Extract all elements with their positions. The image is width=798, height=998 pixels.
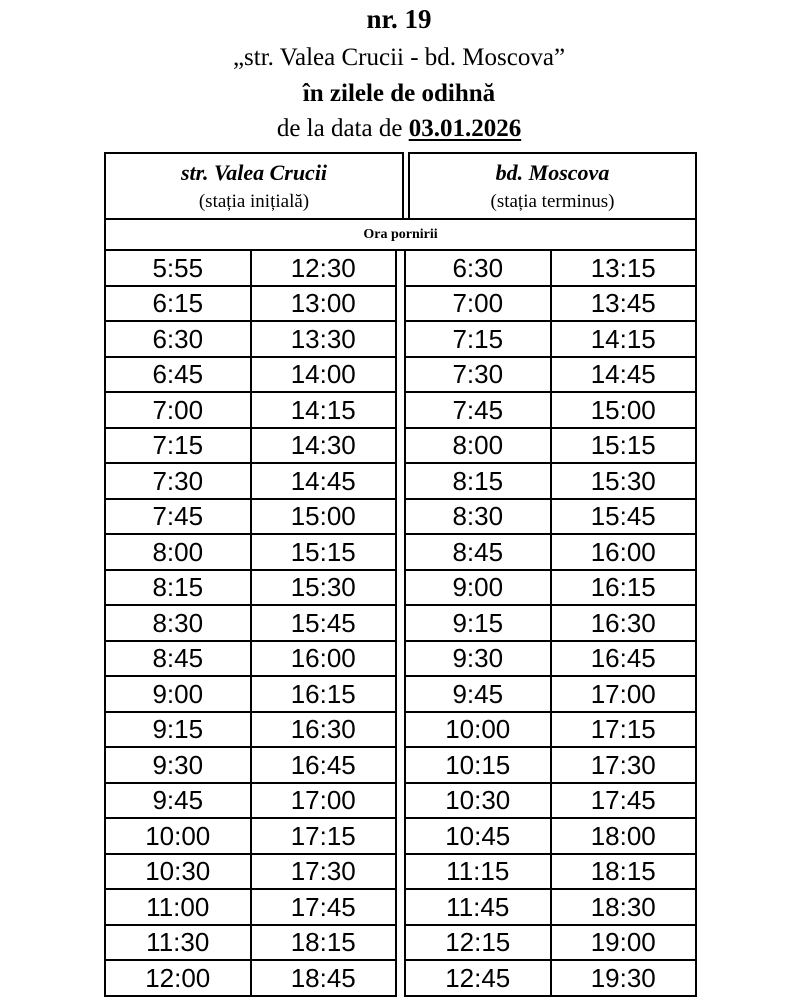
departure-row [405, 570, 696, 606]
departure-row [405, 747, 696, 783]
departure-row [105, 712, 396, 748]
departure-time: 18:45 [251, 960, 397, 996]
departure-row [105, 641, 396, 677]
schedule-days: în zilele de odihnă [302, 80, 496, 107]
departure-row [105, 321, 396, 357]
departures-table-left [104, 249, 397, 997]
departure-row [405, 534, 696, 570]
departure-time: 17:45 [251, 889, 397, 925]
departure-time-label-row [104, 218, 697, 251]
station-header-left [104, 152, 404, 220]
departure-time: 18:30 [551, 889, 697, 925]
departure-time: 8:15 [405, 463, 551, 499]
departure-row [105, 747, 396, 783]
departure-row [405, 818, 696, 854]
departure-time: 8:30 [405, 499, 551, 535]
station-header-right [408, 152, 697, 220]
departure-time: 17:00 [551, 676, 697, 712]
departure-row [405, 463, 696, 499]
departure-time: 15:15 [551, 428, 697, 464]
effective-date-prefix: de la data de [276, 115, 409, 142]
departure-time: 15:30 [551, 463, 697, 499]
departure-row [105, 286, 396, 322]
departure-time: 8:30 [105, 605, 251, 641]
departure-row [405, 676, 696, 712]
departure-time: 7:45 [105, 499, 251, 535]
departure-time: 5:55 [105, 250, 251, 286]
departure-time: 16:30 [251, 712, 397, 748]
departure-time: 12:00 [105, 960, 251, 996]
departure-time: 6:45 [105, 357, 251, 393]
departure-time: 10:30 [105, 854, 251, 890]
departure-time: 13:15 [551, 250, 697, 286]
departure-row [405, 960, 696, 996]
departure-time: 14:45 [551, 357, 697, 393]
departure-time: 17:15 [551, 712, 697, 748]
departure-time: 9:45 [405, 676, 551, 712]
departure-time: 16:15 [251, 676, 397, 712]
departure-time: 14:45 [251, 463, 397, 499]
departure-time: 14:00 [251, 357, 397, 393]
departure-time: 16:15 [551, 570, 697, 606]
departure-time: 11:15 [405, 854, 551, 890]
departure-time: 14:30 [251, 428, 397, 464]
departure-time: 19:30 [551, 960, 697, 996]
departure-time: 9:00 [105, 676, 251, 712]
departure-row [105, 818, 396, 854]
departure-row [405, 428, 696, 464]
departure-time: 16:45 [251, 747, 397, 783]
departure-time: 13:00 [251, 286, 397, 322]
departure-row [105, 499, 396, 535]
departure-time: 18:15 [551, 854, 697, 890]
departure-time: 15:45 [551, 499, 697, 535]
departure-row [405, 357, 696, 393]
departure-time: 7:15 [405, 321, 551, 357]
departure-time: 17:45 [551, 783, 697, 819]
departure-row [405, 889, 696, 925]
departure-time: 11:30 [105, 925, 251, 961]
departure-time: 16:30 [551, 605, 697, 641]
departure-time: 9:15 [105, 712, 251, 748]
departure-row [105, 570, 396, 606]
departure-time: 19:00 [551, 925, 697, 961]
departure-time: 9:00 [405, 570, 551, 606]
departure-row [105, 428, 396, 464]
departures-table-right [404, 249, 697, 997]
departure-row [105, 960, 396, 996]
departure-time: 18:00 [551, 818, 697, 854]
departure-row [105, 534, 396, 570]
departure-row [405, 783, 696, 819]
route-direction: „str. Valea Crucii - bd. Moscova” [232, 44, 566, 71]
departure-time: 8:00 [405, 428, 551, 464]
departure-time: 16:00 [551, 534, 697, 570]
departure-row [405, 854, 696, 890]
departure-time: 17:30 [251, 854, 397, 890]
departure-time: 7:30 [405, 357, 551, 393]
station-note-left: (stația inițială) [198, 191, 310, 212]
departure-time: 9:30 [105, 747, 251, 783]
departure-time: 11:00 [105, 889, 251, 925]
departure-time: 10:00 [105, 818, 251, 854]
departure-time: 12:30 [251, 250, 397, 286]
departure-row [105, 854, 396, 890]
departure-time: 13:30 [251, 321, 397, 357]
route-number: nr. 19 [366, 4, 432, 34]
departure-time: 8:00 [105, 534, 251, 570]
departure-row [105, 250, 396, 286]
departure-time: 17:00 [251, 783, 397, 819]
departure-time: 7:45 [405, 392, 551, 428]
departure-row [405, 499, 696, 535]
departure-time: 14:15 [551, 321, 697, 357]
departure-time: 14:15 [251, 392, 397, 428]
departure-time: 10:00 [405, 712, 551, 748]
departure-time: 11:45 [405, 889, 551, 925]
departure-time: 8:45 [105, 641, 251, 677]
departure-time: 9:45 [105, 783, 251, 819]
departure-time: 15:15 [251, 534, 397, 570]
departure-row [405, 605, 696, 641]
departure-time: 13:45 [551, 286, 697, 322]
effective-date: 03.01.2026 [408, 115, 522, 142]
departure-time: 12:15 [405, 925, 551, 961]
departure-row [105, 925, 396, 961]
departure-row [405, 321, 696, 357]
departure-time: 8:45 [405, 534, 551, 570]
departure-time: 18:15 [251, 925, 397, 961]
departure-time: 7:15 [105, 428, 251, 464]
departure-row [105, 392, 396, 428]
departure-time: 6:30 [105, 321, 251, 357]
departure-row [405, 250, 696, 286]
departure-row [105, 676, 396, 712]
departure-row [105, 605, 396, 641]
departure-time: 9:30 [405, 641, 551, 677]
departure-time: 17:15 [251, 818, 397, 854]
effective-date-line [0, 115, 798, 143]
departure-time: 15:30 [251, 570, 397, 606]
departure-row [105, 463, 396, 499]
departure-time: 10:45 [405, 818, 551, 854]
departure-time: 16:45 [551, 641, 697, 677]
departure-time: 15:45 [251, 605, 397, 641]
departure-time: 10:15 [405, 747, 551, 783]
departure-time: 15:00 [251, 499, 397, 535]
departure-time: 6:30 [405, 250, 551, 286]
departure-row [405, 641, 696, 677]
departure-time: 6:15 [105, 286, 251, 322]
departure-row [105, 783, 396, 819]
departure-row [405, 925, 696, 961]
departure-time: 7:00 [405, 286, 551, 322]
departure-time: 10:30 [405, 783, 551, 819]
station-name-right: bd. Moscova [495, 160, 610, 185]
departure-time: 8:15 [105, 570, 251, 606]
departure-row [405, 392, 696, 428]
station-note-right: (stația terminus) [490, 191, 615, 212]
departure-time: 7:30 [105, 463, 251, 499]
departure-row [405, 712, 696, 748]
departure-row [405, 286, 696, 322]
departure-time: 17:30 [551, 747, 697, 783]
departure-time: 15:00 [551, 392, 697, 428]
departure-row [105, 357, 396, 393]
departure-time: 9:15 [405, 605, 551, 641]
departure-time: 16:00 [251, 641, 397, 677]
departure-time: 12:45 [405, 960, 551, 996]
departure-row [105, 889, 396, 925]
departure-time-label: Ora pornirii [363, 227, 438, 242]
station-name-left: str. Valea Crucii [180, 160, 328, 185]
departure-time: 7:00 [105, 392, 251, 428]
